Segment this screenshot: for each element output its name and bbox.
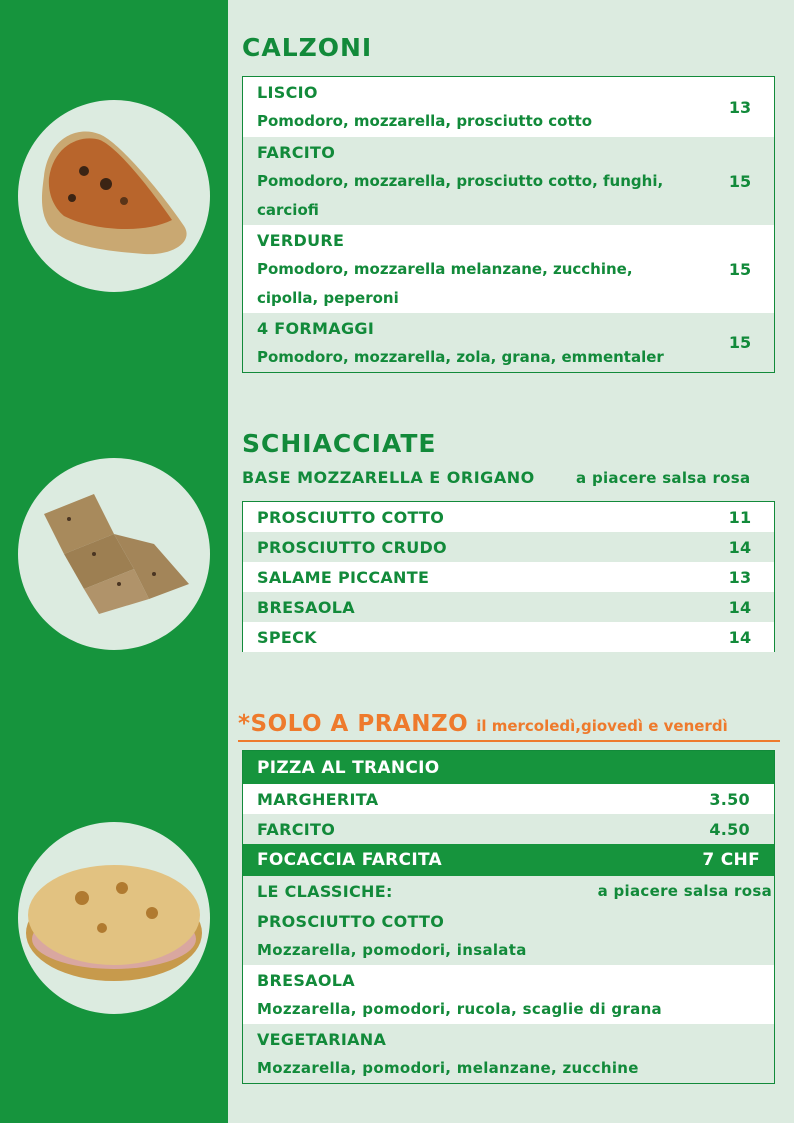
calzoni-list xyxy=(242,76,775,373)
item-name: SALAME PICCANTE xyxy=(257,567,430,587)
item-price: 14 xyxy=(728,537,752,557)
list-item xyxy=(243,77,774,137)
item-desc: Pomodoro, mozzarella, prosciutto cotto, funghi, carciofi xyxy=(257,171,664,219)
lunch-list xyxy=(242,750,775,1084)
list-item xyxy=(243,965,774,1024)
item-desc: Pomodoro, mozzarella, prosciutto cotto xyxy=(257,112,593,130)
item-desc: Pomodoro, mozzarella, zola, grana, emmentaler xyxy=(257,347,664,366)
item-name: MARGHERITA xyxy=(257,789,379,809)
item-name: LISCIO xyxy=(257,83,318,102)
item-name: PROSCIUTTO CRUDO xyxy=(257,537,447,557)
classiche-row xyxy=(243,876,774,906)
pizza-header-label: PIZZA AL TRANCIO xyxy=(257,757,440,778)
classiche-label: LE CLASSICHE: xyxy=(257,881,393,901)
list-item xyxy=(243,532,774,562)
pizza-header xyxy=(243,751,774,784)
item-price: 15 xyxy=(728,259,752,279)
schiacciate-subtitle: BASE MOZZARELLA E ORIGANO xyxy=(242,468,535,487)
item-name: FARCITO xyxy=(257,819,336,839)
focaccia-photo xyxy=(18,822,210,1014)
item-price: 3.50 xyxy=(709,789,750,809)
list-item xyxy=(243,784,774,814)
item-price: 15 xyxy=(728,333,752,352)
item-price: 13 xyxy=(728,567,752,587)
item-price: 14 xyxy=(728,627,752,647)
lunch-title: *SOLO A PRANZO xyxy=(238,711,469,737)
list-item xyxy=(243,906,774,965)
item-name: PROSCIUTTO COTTO xyxy=(257,911,445,931)
focaccia-header xyxy=(243,844,774,876)
item-name: VERDURE xyxy=(257,230,345,250)
item-price: 11 xyxy=(728,507,752,527)
item-desc: Pomodoro, mozzarella melanzane, zucchine, cipolla, peperoni xyxy=(257,259,633,307)
classiche-note: a piacere salsa rosa xyxy=(597,882,772,900)
list-item xyxy=(243,622,774,652)
schiacciate-list xyxy=(242,501,775,652)
item-name: PROSCIUTTO COTTO xyxy=(257,507,445,527)
focaccia-header-label: FOCACCIA FARCITA xyxy=(257,850,442,870)
list-item xyxy=(243,225,774,313)
list-item xyxy=(243,562,774,592)
item-desc: Mozzarella, pomodori, rucola, scaglie di grana xyxy=(257,999,662,1018)
list-item xyxy=(243,814,774,844)
schiacciate-title: SCHIACCIATE xyxy=(242,429,437,458)
item-name: VEGETARIANA xyxy=(257,1029,387,1049)
list-item xyxy=(243,137,774,225)
list-item xyxy=(243,502,774,532)
item-name: BRESAOLA xyxy=(257,597,355,617)
item-price: 13 xyxy=(728,97,752,117)
lunch-days: il mercoledì,giovedì e venerdì xyxy=(476,717,728,735)
calzoni-title: CALZONI xyxy=(242,33,373,62)
item-name: FARCITO xyxy=(257,142,336,162)
calzone-photo xyxy=(18,100,210,292)
schiacciate-note: a piacere salsa rosa xyxy=(576,469,751,487)
item-price: 4.50 xyxy=(709,819,750,839)
item-desc: Mozzarella, pomodori, insalata xyxy=(257,940,527,959)
schiacciata-photo xyxy=(18,458,210,650)
lunch-heading xyxy=(238,708,780,742)
item-name: SPECK xyxy=(257,627,317,647)
item-name: BRESAOLA xyxy=(257,970,355,990)
focaccia-price: 7 CHF xyxy=(702,850,760,870)
list-item xyxy=(243,1024,774,1083)
item-price: 14 xyxy=(728,597,752,617)
item-name: 4 FORMAGGI xyxy=(257,318,375,338)
item-price: 15 xyxy=(728,171,752,191)
item-desc: Mozzarella, pomodori, melanzane, zucchine xyxy=(257,1058,639,1077)
list-item xyxy=(243,313,774,372)
list-item xyxy=(243,592,774,622)
